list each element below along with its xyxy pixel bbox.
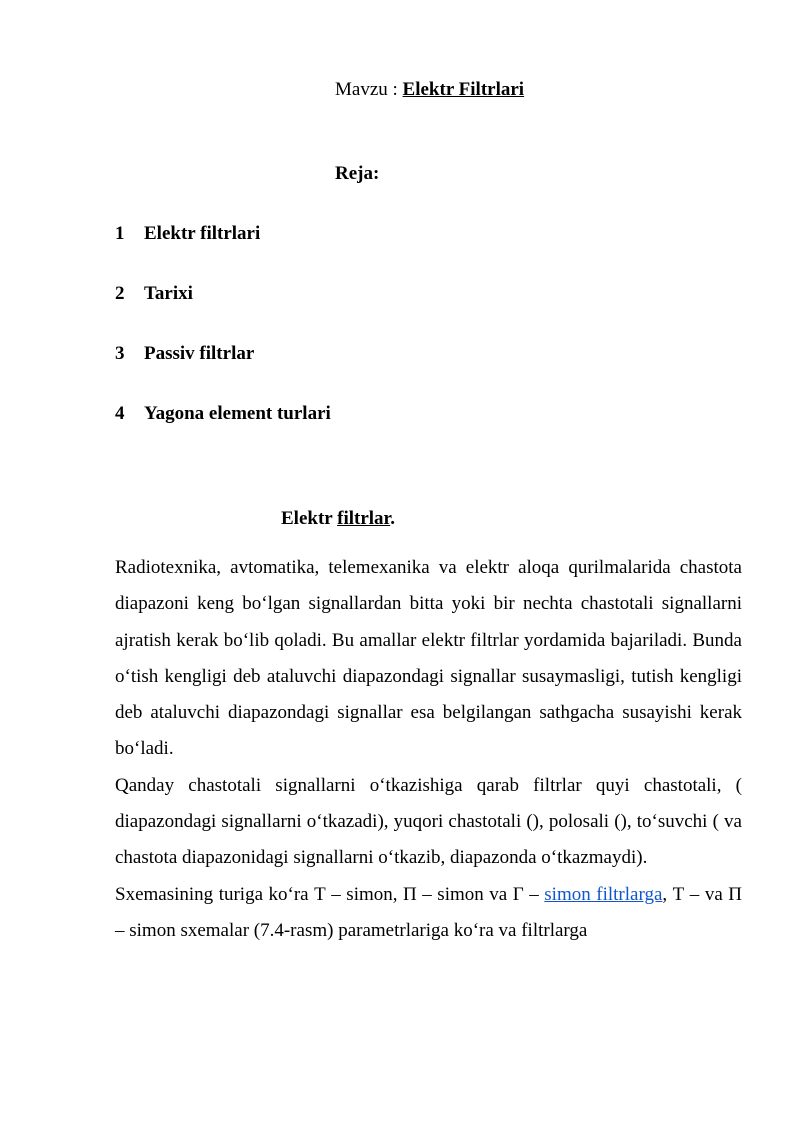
- plan-item-1: [115, 220, 260, 248]
- section-title: [281, 505, 395, 533]
- plan-item-number: 4: [115, 403, 125, 424]
- plan-item-number: 3: [115, 343, 125, 364]
- plan-item-label: Passiv filtrlar: [144, 343, 255, 364]
- plan-item-number: 2: [115, 283, 125, 304]
- topic-prefix: Mavzu :: [335, 79, 398, 100]
- plan-item-3: [115, 340, 254, 368]
- body-text: [115, 550, 742, 949]
- plan-item-2: [115, 280, 193, 308]
- plan-item-4: [115, 400, 331, 428]
- section-title-underlined: filtrlar: [337, 508, 391, 529]
- topic-heading: [335, 76, 524, 104]
- section-title-period: .: [390, 508, 395, 529]
- plan-item-label: Yagona element turlari: [144, 403, 331, 424]
- paragraph-2: Qanday chastotali signallarni o‘tkazishiga qarab filtrlar quyi chastotali, ( diapazondagi signallarni o‘tkazadi), yuqori chastotali (), polosali (), to‘suvchi ( va chastota diapazonidagi signallarni o‘tkazib, diapazonda o‘tkazmaydi).: [115, 774, 742, 869]
- paragraph-3-start: Sxemasining turiga ko‘ra Т – simon, П – simon va Г –: [115, 883, 539, 905]
- paragraph-3: [115, 877, 742, 950]
- plan-item-label: Tarixi: [144, 283, 193, 304]
- simon-filtrlarga-link[interactable]: simon filtrlarga: [544, 883, 663, 905]
- topic-title: Elektr Filtrlari: [402, 79, 525, 100]
- section-title-word: Elektr: [281, 508, 333, 529]
- plan-title: Reja:: [335, 163, 380, 184]
- plan-item-label: Elektr filtrlari: [144, 223, 261, 244]
- plan-item-number: 1: [115, 223, 125, 244]
- paragraph-3-end: , Т – va П – simon sxemalar (7.4-rasm) parametrlariga ko‘ra va filtrlarga: [115, 883, 743, 941]
- paragraph-1: Radiotexnika, avtomatika, telemexanika va elektr aloqa qurilmalarida chastota diapazoni keng bo‘lgan signallardan bitta yoki bir nechta chastotali signallarni ajratish kerak bo‘lib qoladi. Bu amallar elektr filtrlar yordamida bajariladi. Bunda o‘tish kengligi deb ataluvchi diapazondagi signallar susaymasligi, tutish kengligi deb ataluvchi diapazondagi signallar esa belgilangan sathgacha susayishi kerak bo‘ladi.: [115, 557, 742, 760]
